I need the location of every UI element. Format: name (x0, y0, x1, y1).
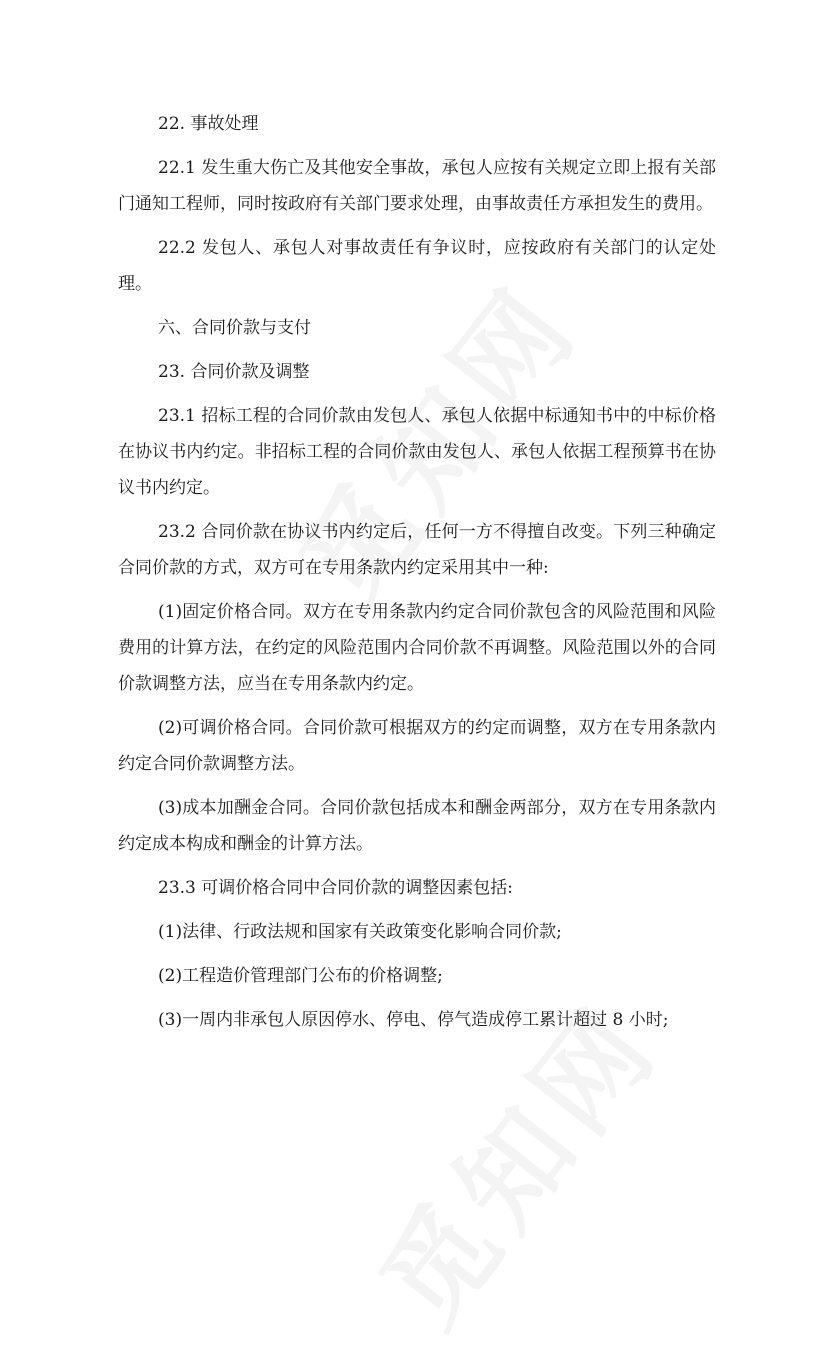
list-item: (3)一周内非承包人原因停水、停电、停气造成停工累计超过 8 小时; (158, 1010, 669, 1030)
list-item: (1)法律、行政法规和国家有关政策变化影响合同价款; (158, 922, 562, 942)
chapter-heading: 六、合同价款与支付 (158, 318, 311, 338)
paragraph: 23.3 可调价格合同中合同价款的调整因素包括: (158, 878, 513, 898)
section-heading: 23. 合同价款及调整 (158, 362, 310, 382)
list-item: (1)固定价格合同。双方在专用条款内约定合同价款包含的风险范围和风险费用的计算方法，在约定的风险范围内合同价款不再调整。风险范围以外的合同价款调整方法，应当在专用条款内约定。 (118, 602, 716, 694)
list-item: (3)成本加酬金合同。合同价款包括成本和酬金两部分，双方在专用条款内约定成本构成和酬金的计算方法。 (118, 798, 716, 854)
paragraph: 23.2 合同价款在协议书内约定后，任何一方不得擅自改变。下列三种确定合同价款的方式，双方可在专用条款内约定采用其中一种: (118, 522, 716, 578)
paragraph: 22.1 发生重大伤亡及其他安全事故，承包人应按有关规定立即上报有关部门通知工程师，同时按政府有关部门要求处理，由事故责任方承担发生的费用。 (118, 158, 716, 214)
paragraph: 23.1 招标工程的合同价款由发包人、承包人依据中标通知书中的中标价格在协议书内约定。非招标工程的合同价款由发包人、承包人依据工程预算书在协议书内约定。 (118, 406, 716, 498)
list-item: (2)工程造价管理部门公布的价格调整; (158, 966, 443, 986)
paragraph: 22.2 发包人、承包人对事故责任有争议时，应按政府有关部门的认定处理。 (118, 238, 716, 294)
list-item: (2)可调价格合同。合同价款可根据双方的约定而调整，双方在专用条款内约定合同价款调整方法。 (118, 718, 716, 774)
document-body (118, 106, 716, 1046)
section-heading: 22. 事故处理 (158, 114, 259, 134)
